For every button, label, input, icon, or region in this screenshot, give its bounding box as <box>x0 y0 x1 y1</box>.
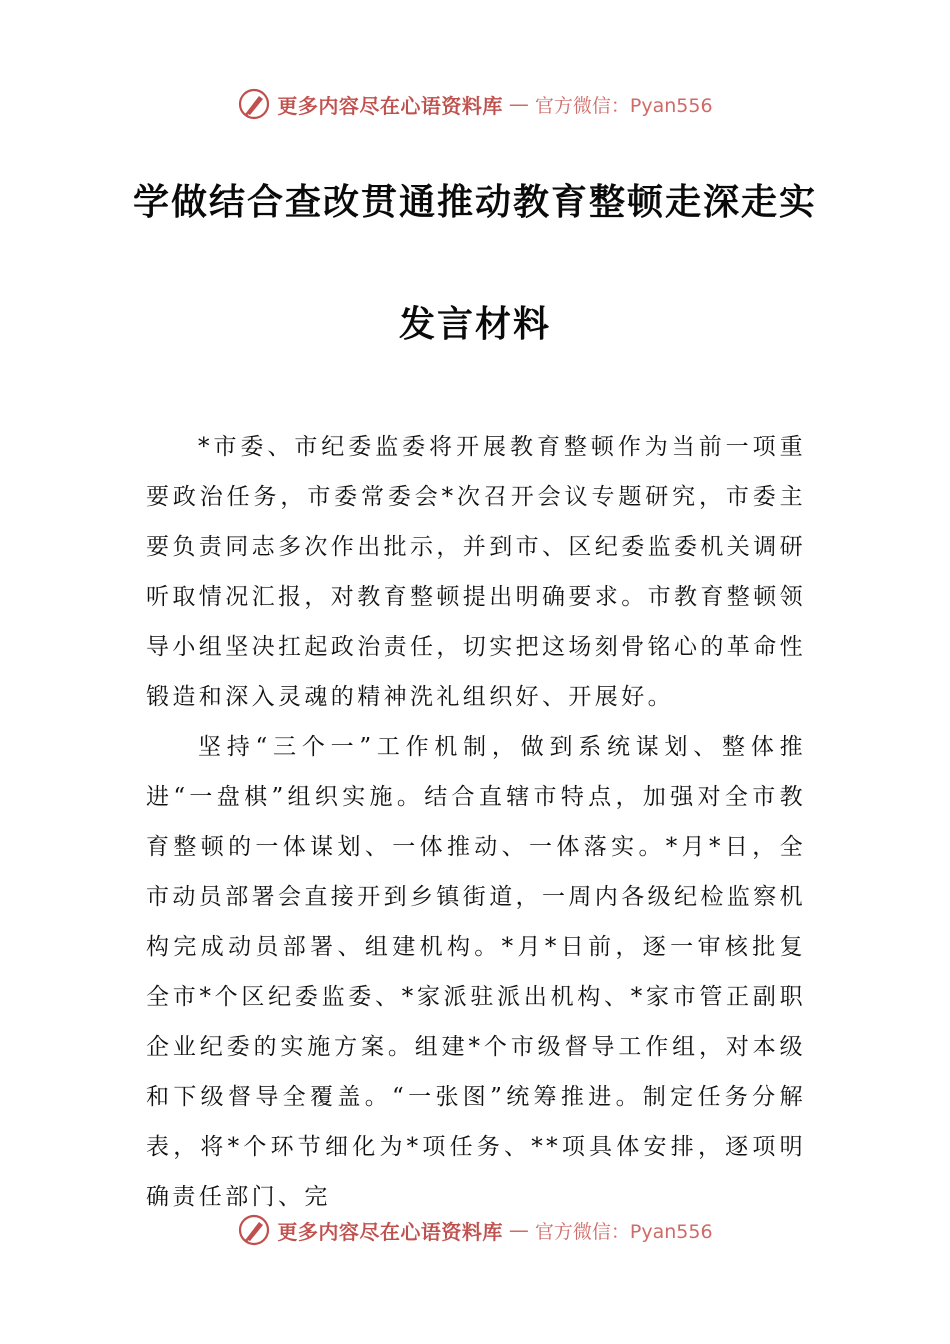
document-body <box>146 422 806 1222</box>
paragraph-1: *市委、市纪委监委将开展教育整顿作为当前一项重要政治任务，市委常委会*次召开会议专题研究，市委主要负责同志多次作出批示，并到市、区纪委监委机关调研听取情况汇报，对教育整顿提出明确要求。市教育整顿领导小组坚决扛起政治责任，切实把这场刻骨铭心的革命性锻造和深入灵魂的精神洗礼组织好、开展好。 <box>146 434 806 710</box>
watermark-wechat-text: 官方微信：Pyan556 <box>534 94 713 117</box>
pen-logo-icon <box>237 87 271 121</box>
document-title-line1: 学做结合查改贯通推动教育整顿走深走实 <box>132 182 817 223</box>
footer-watermark <box>0 1210 950 1250</box>
watermark-separator: — <box>508 1218 529 1242</box>
pen-logo-icon <box>237 1213 271 1247</box>
paragraph-2: 坚持“三个一”工作机制，做到系统谋划、整体推进“一盘棋”组织实施。结合直辖市特点，加强对全市教育整顿的一体谋划、一体推动、一体落实。*月*日，全市动员部署会直接开到乡镇街道，一周内各级纪检监察机构完成动员部署、组建机构。*月*日前，逐一审核批复全市*个区纪委监委、*家派驻派出机构、*家市管正副职企业纪委的实施方案。组建*个市级督导工作组，对本级和下级督导全覆盖。“一张图”统筹推进。制定任务分解表，将*个环节细化为*项任务、**项具体安排，逐项明确责任部门、完 <box>146 734 806 1210</box>
watermark-wechat-text: 官方微信：Pyan556 <box>534 1220 713 1243</box>
watermark-separator: — <box>508 92 529 116</box>
watermark-main-text: 更多内容尽在心语资料库 <box>277 93 503 118</box>
document-title-line2: 发言材料 <box>398 304 551 345</box>
watermark-main-text: 更多内容尽在心语资料库 <box>277 1219 503 1244</box>
header-watermark <box>0 84 950 124</box>
